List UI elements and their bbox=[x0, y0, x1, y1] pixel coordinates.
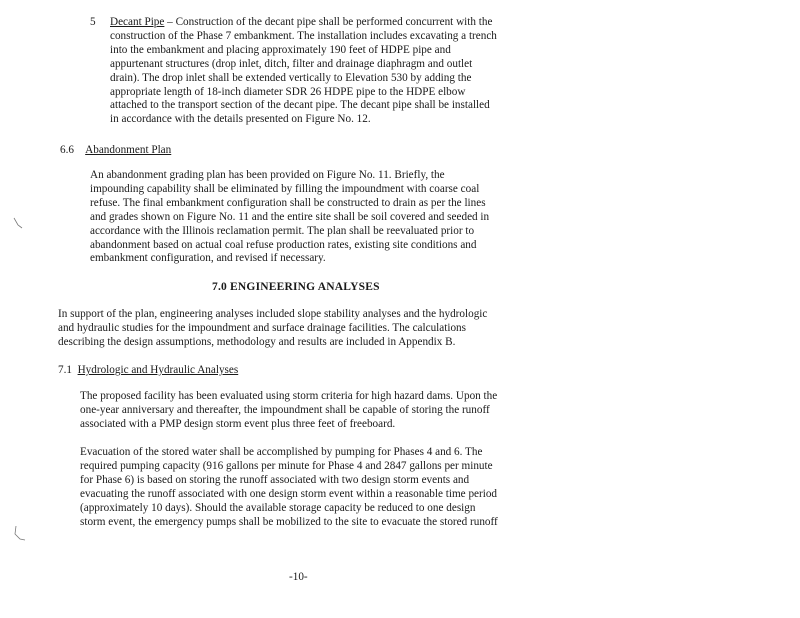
text-line: embankment configuration, and revised if necessary. bbox=[90, 252, 326, 265]
chapter-7-heading: 7.0 ENGINEERING ANALYSES bbox=[212, 281, 380, 293]
text-line: In support of the plan, engineering analyses included slope stability analyses and the hydrologic bbox=[58, 308, 488, 320]
section-title: Hydrologic and Hydraulic Analyses bbox=[77, 364, 239, 376]
text-line: one-year anniversary and thereafter, the impoundment shall be capable of storing the runoff bbox=[80, 403, 490, 416]
text-line: drain). The drop inlet shall be extended vertically to Elevation 530 by adding the bbox=[110, 71, 472, 84]
text-line: for Phase 6) is based on storing the runoff associated with two design storm events and bbox=[80, 473, 470, 486]
text-line: The proposed facility has been evaluated using storm criteria for high hazard dams. Upon the bbox=[80, 390, 498, 402]
section-6-6-heading bbox=[60, 144, 171, 156]
text-line: (approximately 10 days). Should the available storage capacity be reduced to one design bbox=[80, 501, 476, 514]
text-line: appropriate length of 18-inch diameter SDR 26 HDPE pipe to the HDPE elbow bbox=[110, 85, 466, 98]
text-line: Evacuation of the stored water shall be accomplished by pumping for Phases 4 and 6. The bbox=[80, 446, 483, 458]
text-line: into the embankment and placing approximately 190 feet of HDPE pipe and bbox=[110, 43, 451, 56]
text-line: appurtenant structures (drop inlet, ditch, filter and drainage diaphragm and outlet bbox=[110, 57, 473, 70]
text-line: and hydraulic studies for the impoundment and surface drainage facilities. The calculations bbox=[58, 321, 466, 334]
section-number: 6.6 bbox=[60, 144, 74, 156]
text-line: accordance with the Illinois reclamation permit. The plan shall be reevaluated prior to bbox=[90, 224, 475, 237]
text-line: construction of the Phase 7 embankment. The installation includes excavating a trench bbox=[110, 29, 497, 42]
page-number: -10- bbox=[289, 571, 308, 583]
decant-pipe-title: Decant Pipe bbox=[110, 16, 165, 28]
list-item-number: 5 bbox=[90, 16, 96, 28]
section-number: 7.1 bbox=[58, 364, 72, 376]
scan-mark bbox=[12, 524, 28, 542]
scan-mark bbox=[12, 216, 24, 230]
text-line: storm event, the emergency pumps shall be mobilized to the site to evacuate the stored runoff bbox=[80, 515, 498, 528]
text-line: associated with a PMP design storm event plus three feet of freeboard. bbox=[80, 417, 396, 430]
text-line: refuse. The final embankment configuration shall be constructed to drain as per the lines bbox=[90, 196, 486, 209]
text-line: required pumping capacity (916 gallons per minute for Phase 4 and 2847 gallons per minute bbox=[80, 459, 493, 472]
hydrologic-paragraph-1 bbox=[80, 390, 497, 432]
section-title: Abandonment Plan bbox=[85, 144, 172, 156]
decant-pipe-paragraph bbox=[110, 16, 497, 127]
section-7-1-heading bbox=[58, 364, 238, 376]
text-line: attached to the transport section of the decant pipe. The decant pipe shall be installed bbox=[110, 99, 490, 112]
abandonment-plan-paragraph bbox=[90, 169, 489, 266]
text-line: and grades shown on Figure No. 11 and the entire site shall be soil covered and seeded in bbox=[90, 210, 490, 223]
text-line: describing the design assumptions, methodology and results are included in Appendix B. bbox=[58, 335, 456, 348]
text-line: in accordance with the details presented on Figure No. 12. bbox=[110, 113, 371, 126]
text-line: impounding capability shall be eliminated by filling the impoundment with coarse coal bbox=[90, 182, 480, 195]
text-line: An abandonment grading plan has been provided on Figure No. 11. Briefly, the bbox=[90, 169, 445, 181]
decant-pipe-first-line: Decant Pipe – Construction of the decant pipe shall be performed concurrent with the bbox=[110, 16, 493, 28]
text-line: abandonment based on actual coal refuse production rates, existing site conditions and bbox=[90, 238, 477, 251]
hydrologic-paragraph-2 bbox=[80, 446, 498, 529]
engineering-analyses-paragraph bbox=[58, 308, 487, 350]
text-line: evacuating the runoff associated with one design storm event within a reasonable time period bbox=[80, 487, 498, 500]
